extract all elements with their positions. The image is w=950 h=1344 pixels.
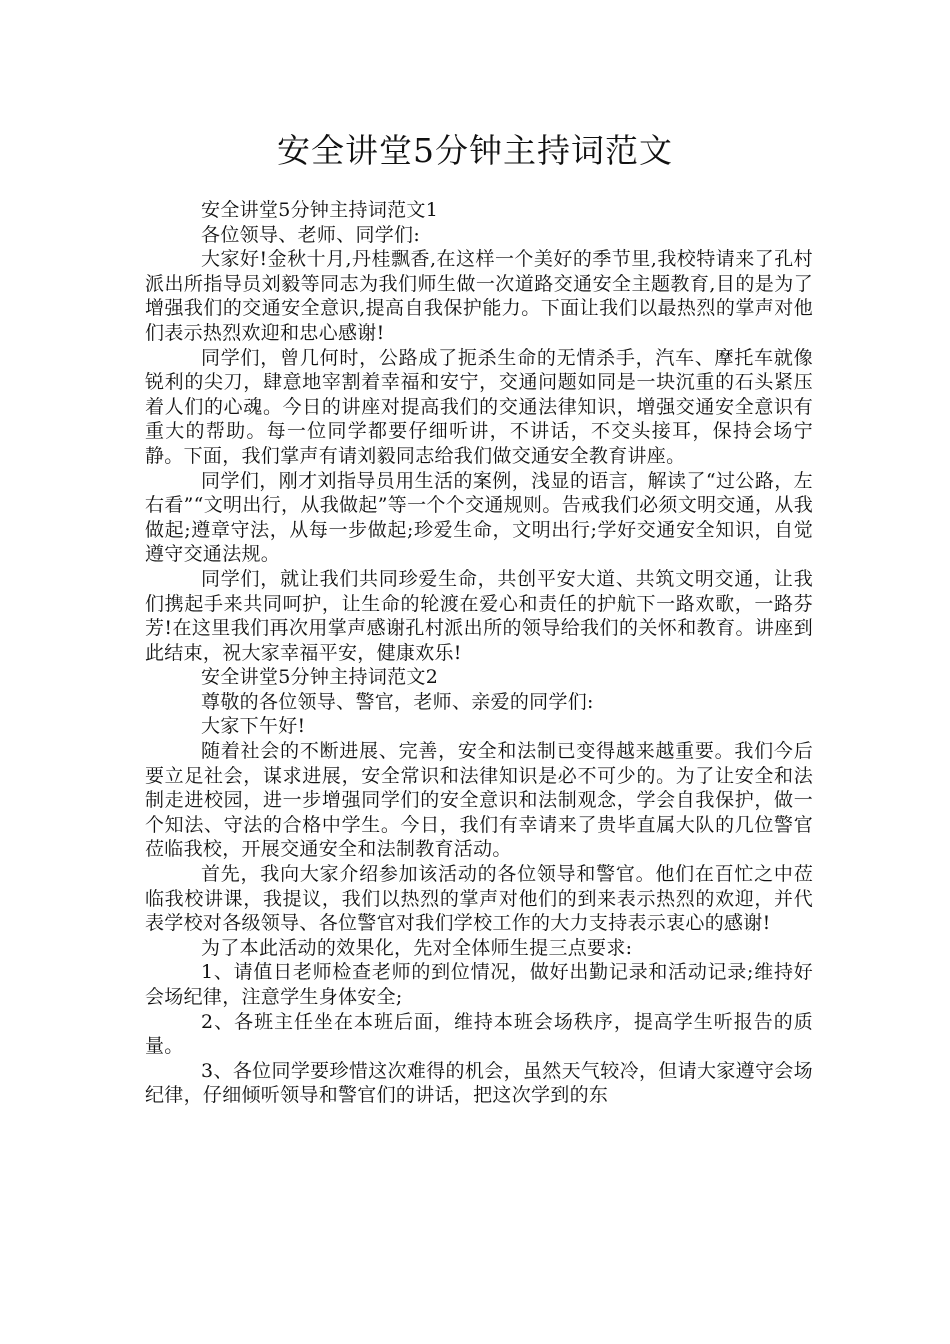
body-paragraph: 大家好!金秋十月,丹桂飘香,在这样一个美好的季节里,我校特请来了孔村派出所指导员刘毅等同志为我们师生做一次道路交通安全主题教育,目的是为了增强我们的交通安全意识,提高自我保护能力。下面让我们以最热烈的掌声对他们表示热烈欢迎和忠心感谢! — [145, 248, 813, 344]
salutation: 尊敬的各位领导、警官，老师、亲爱的同学们: — [201, 690, 594, 713]
list-item: 1、请值日老师检查老师的到位情况，做好出勤记录和活动记录;维持好会场纪律，注意学生身体安全; — [145, 961, 813, 1008]
body-paragraph: 为了本此活动的效果化，先对全体师生提三点要求: — [201, 936, 633, 959]
body-paragraph: 首先，我向大家介绍参加该活动的各位领导和警官。他们在百忙之中莅临我校讲课，我提议，我们以热烈的掌声对他们的到来表示热烈的欢迎，并代表学校对各级领导、各位警官对我们学校工作的大力支持表示衷心的感谢! — [145, 863, 813, 935]
section-heading: 安全讲堂5分钟主持词范文2 — [201, 666, 439, 689]
list-item: 2、各班主任坐在本班后面，维持本班会场秩序，提高学生听报告的质量。 — [145, 1010, 813, 1058]
body-paragraph: 随着社会的不断进展、完善，安全和法制已变得越来越重要。我们今后要立足社会，谋求进展，安全常识和法律知识是必不可少的。为了让安全和法制走进校园，进一步增强同学们的安全意识和法制观念，学会自我保护，做一个知法、守法的合格中学生。今日，我们有幸请来了贵毕直属大队的几位警官莅临我校，开展交通安全和法制教育活动。 — [145, 740, 813, 861]
greeting: 大家下午好! — [201, 715, 306, 738]
body-paragraph: 同学们，刚才刘指导员用生活的案例，浅显的语言，解读了“过公路，左右看”“文明出行，从我做起”等一个个交通规则。告戒我们必须文明交通，从我做起;遵章守法，从每一步做起;珍爱生命，文明出行;学好交通安全知识，自觉遵守交通法规。 — [145, 469, 813, 566]
salutation: 各位领导、老师、同学们: — [201, 223, 421, 246]
list-item: 3、各位同学要珍惜这次难得的机会，虽然天气较冷，但请大家遵守会场纪律，仔细倾听领导和警官们的讲话，把这次学到的东 — [145, 1059, 813, 1107]
section-heading: 安全讲堂5分钟主持词范文1 — [201, 199, 439, 221]
document-title: 安全讲堂5分钟主持词范文 — [277, 131, 673, 170]
body-paragraph: 同学们，就让我们共同珍爱生命，共创平安大道、共筑文明交通，让我们携起手来共同呵护，让生命的轮渡在爱心和责任的护航下一路欢歌，一路芬芳!在这里我们再次用掌声感谢孔村派出所的领导给我们的关怀和教育。讲座到此结束，祝大家幸福平安，健康欢乐! — [145, 567, 813, 664]
body-paragraph: 同学们，曾几何时，公路成了扼杀生命的无情杀手，汽车、摩托车就像锐利的尖刀，肆意地宰割着幸福和安宁，交通问题如同是一块沉重的石头紧压着人们的心魂。今日的讲座对提高我们的交通法律知识，增强交通安全意识有重大的帮助。每一位同学都要仔细听讲，不讲话，不交头接耳，保持会场宁静。下面，我们掌声有请刘毅同志给我们做交通安全教育讲座。 — [145, 346, 813, 467]
document-body — [145, 198, 813, 1108]
